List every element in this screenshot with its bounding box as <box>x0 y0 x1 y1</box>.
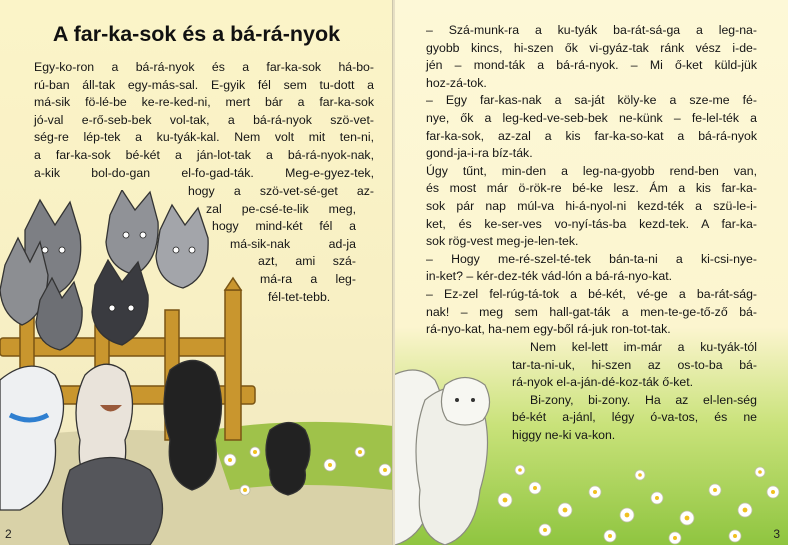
text-line: hogy a szö-vet-sé-get az- <box>188 184 374 198</box>
text-line: jén – mond-ták a bá-rá-nyok. – Mi ő-ket küld-jük <box>426 58 757 73</box>
text-line: sok pár nap múl-va hi-á-nyol-ni kezd-ték a szü-le-i- <box>426 198 757 213</box>
text-line: ség-re lép-tek a ku-tyák-kal. Nem volt mit ten-ni, <box>34 130 374 145</box>
text-line: és most már ö-rök-re bé-ke lesz. Ám a kis far-ka- <box>426 181 757 196</box>
text-line: rú-ban áll-tak egy-más-sal. E-gyik fél sem tu-dott a <box>34 77 374 92</box>
right-text-wrap <box>395 339 788 445</box>
text-line: – Szá-munk-ra a ku-tyák ba-rát-sá-ga a leg-na- <box>426 23 757 37</box>
text-line: nye, ők a leg-ked-ve-seb-bek ne-künk – fe-lel-ték a <box>426 110 757 125</box>
text-line: Nem kel-lett im-már a ku-tyák-tól <box>530 340 757 354</box>
text-line: in-ket? – kér-dez-ték vád-lón a bá-rá-nyo-kat. <box>426 269 673 284</box>
text-line: Egy-ko-ron a bá-rá-nyok és a far-ka-sok há-bo- <box>34 60 374 74</box>
text-line: má-sik fö-lé-be ke-re-ked-ni, mert bár a far-ka-sok <box>34 95 374 110</box>
text-line: far-ka-sok, az-zal a kis far-ka-so-kat a bá-rá-nyok <box>426 128 757 143</box>
text-line: zal pe-csé-te-lik meg, <box>206 201 356 216</box>
text-line: – Egy far-kas-nak a sa-ját köly-ke a sze-me fé- <box>426 93 757 108</box>
left-text-wrap <box>0 183 393 306</box>
text-line: hogy mind-két fél a <box>212 219 356 234</box>
text-line: ket, és ke-ser-ves vo-nyí-tás-ba kezd-tek. A far-ka- <box>426 216 757 231</box>
right-page <box>395 0 788 545</box>
text-line: rá-nyo-kat, ha-nem egy-ből rá-juk ron-tot-tak. <box>426 322 671 337</box>
text-line: hoz-zá-tok. <box>426 75 487 90</box>
text-line: gond-ja-i-ra bíz-ták. <box>426 146 533 161</box>
text-line: rá-nyok el-a-ján-dé-koz-ták ő-ket. <box>512 375 694 390</box>
text-line: gyobb kincs, hi-szen ők vi-gyáz-tak ránk vész i-de- <box>426 40 757 55</box>
left-text-full-width <box>34 59 374 182</box>
page-number: 2 <box>5 527 12 541</box>
text-line: tar-ta-ni-uk, hi-szen az os-to-ba bá- <box>512 357 757 372</box>
page-number: 3 <box>773 527 780 541</box>
text-line: Úgy tűnt, min-den a leg-na-gyobb rend-ben van, <box>426 163 757 178</box>
story-title: A far-ka-sok és a bá-rá-nyok <box>52 22 341 46</box>
text-line: má-sik-nak ad-ja <box>230 236 356 251</box>
text-line: – Ez-zel fel-rúg-tá-tok a bé-két, vé-ge a ba-rát-ság- <box>426 286 757 301</box>
text-line: a far-ka-sok bé-két a ján-lot-tak a bá-rá-nyok-nak, <box>34 147 374 162</box>
text-line: bé-két a-jánl, légy ó-va-tos, és ne <box>512 410 757 425</box>
text-line: nak! – meg sem hall-gat-ták a men-te-ge-tő-ző bá- <box>426 304 757 319</box>
text-line: sok rög-vest meg-je-len-tek. <box>426 234 579 249</box>
text-line: – Hogy me-ré-szel-té-tek bán-ta-ni a ki-csi-nye- <box>426 251 757 266</box>
text-line: fél-tet-tebb. <box>268 289 331 304</box>
text-line: Bi-zony, bi-zony. Ha az el-len-ség <box>530 392 757 407</box>
text-line: higgy ne-ki va-kon. <box>512 427 616 442</box>
text-line: jó-val e-rő-seb-bek vol-tak, a bá-rá-nyok szö-vet- <box>34 112 374 127</box>
right-text-full-width <box>426 22 757 339</box>
text-line: má-ra a leg- <box>260 271 356 286</box>
text-line: azt, ami szá- <box>258 254 356 269</box>
left-page <box>0 0 393 545</box>
text-line: a-kik bol-do-gan el-fo-gad-ták. Meg-e-gyez-tek, <box>34 165 374 180</box>
